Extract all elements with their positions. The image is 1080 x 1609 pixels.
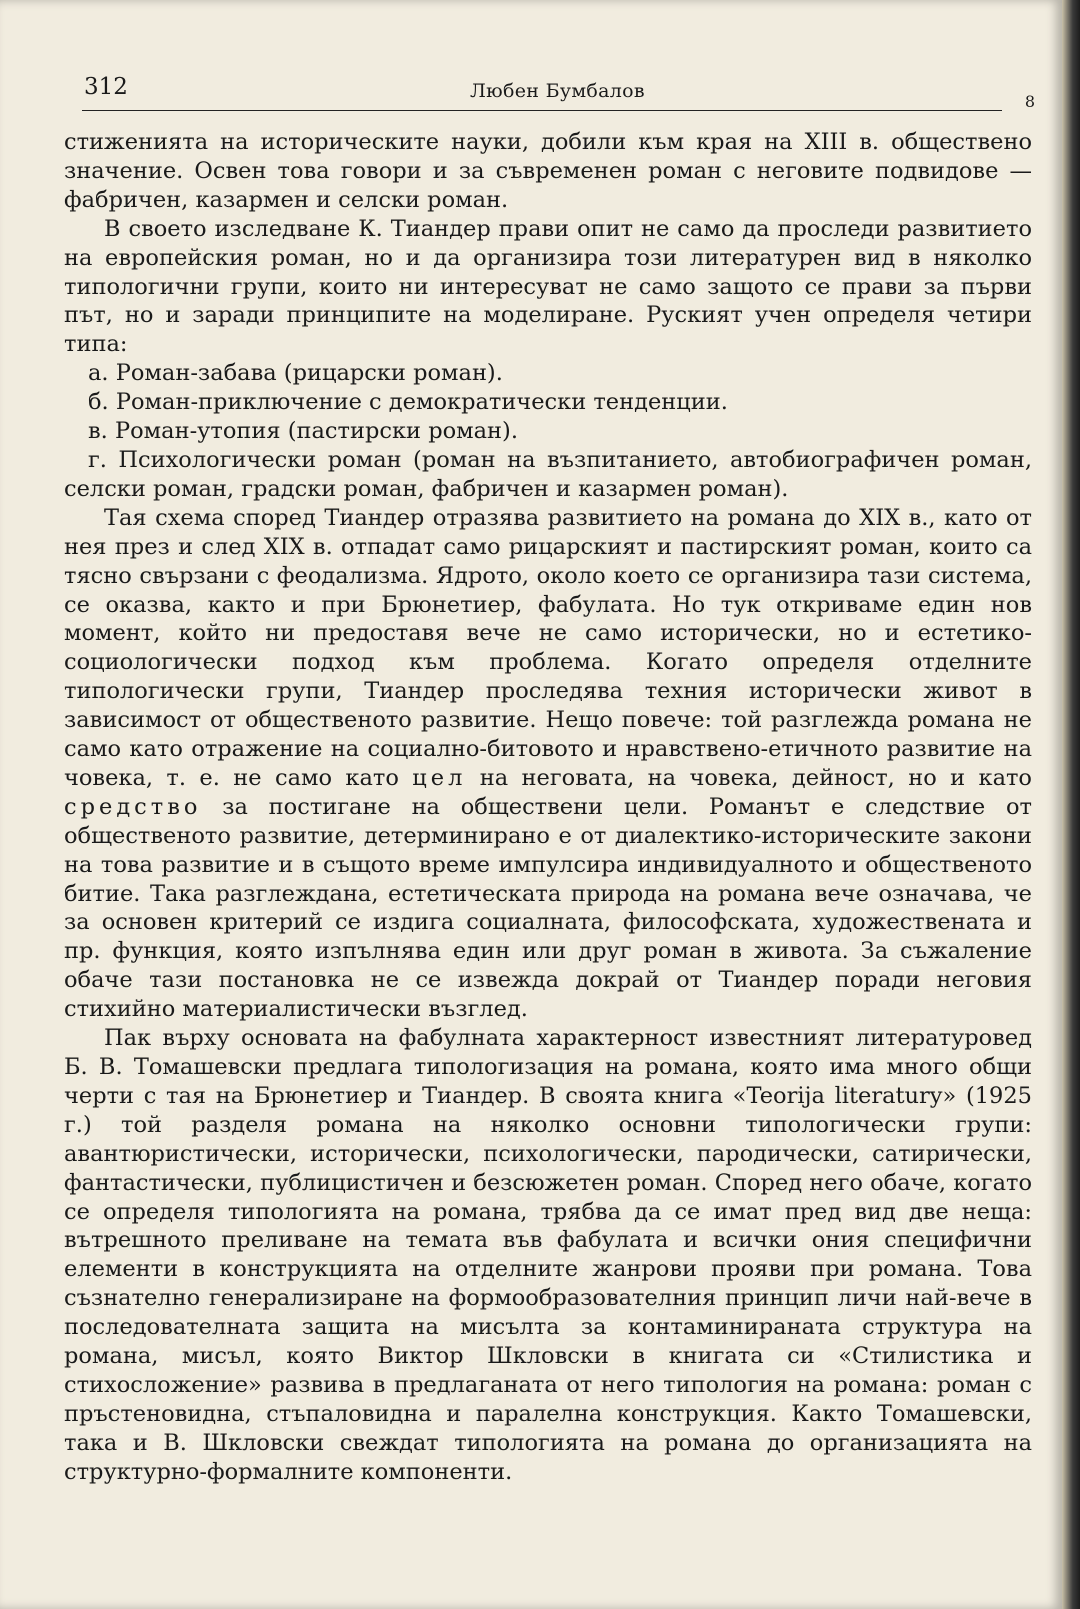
list-item-b: б. Роман-приключение с демократически тенденции. bbox=[88, 389, 728, 416]
paragraph-1: стиженията на историческите науки, добили към края на XIII в. обществено значение. Освен това говори и за съвременен роман с неговите подвидове — фабричен, казармен и селски роман. bbox=[64, 129, 1032, 213]
emphasis-sredstvo: средство bbox=[64, 793, 202, 820]
list-item-a: а. Роман-забава (рицарски роман). bbox=[88, 360, 503, 387]
page-number: 312 bbox=[84, 74, 128, 100]
paragraph-2: В своето изследване К. Тиандер прави опит не само да проследи развитието на европейския роман, но и да организира този литературен вид в няколко типологични групи, които ни интересуват не само защото се прави за първи път, но и заради принципите на моделиране. Руският учен определя четири типа: bbox=[64, 215, 1032, 358]
body-text bbox=[64, 128, 1032, 1487]
paragraph-3-part-b: на неговата, на човека, дейност, но и като bbox=[479, 764, 1032, 791]
list-item-d: г. Психологически роман (роман на възпитанието, автобиографичен роман, селски роман, градски роман, фабричен и казармен роман). bbox=[64, 446, 1032, 502]
paragraph-4: Пак върху основата на фабулната характерност известният литературовед Б. В. Томашевски предлага типологизация на романа, която има много общи черти с тая на Брюнетиер и Тиандер. В своята книга «Teorija literatury» (1925 г.) той разделя романа на няколко основни типологически групи: авантюристически, исторически, психологически, пародически, сатирически, фантастически, публицистичен и безсюжетен роман. Според него обаче, когато се определя типологията на романа, трябва да се имат пред вид две неща: вътрешното преливане на темата във фабулата и всички ония специфични елементи в конструкцията на отделните жанрови прояви при романа. Това съзнателно генерализиране на формообразователния принцип личи най-вече в последователната защита на мисълта за контаминираната структура на романа, мисъл, която Виктор Шкловски в книгата си «Стилистика и стихосложение» развива в предлаганата от него типология на романа: роман с пръстеновидна, стъпаловидна и паралелна конструкция. Както Томашевски, така и В. Шкловски свеждат типологията на романа до организацията на структурно-формалните компоненти. bbox=[64, 1025, 1032, 1485]
page-edge-shadow bbox=[1062, 0, 1080, 1609]
emphasis-cel: цел bbox=[412, 764, 467, 791]
list-item-c: в. Роман-утопия (пастирски роман). bbox=[88, 418, 518, 445]
running-head: Любен Бумбалов bbox=[470, 80, 645, 102]
signature-mark: 8 bbox=[1024, 92, 1035, 111]
page-header bbox=[70, 66, 1035, 114]
paragraph-3-part-c: за постигане на обществени цели. Романът е следствие от общественото развитие, детерминирано е от диалектико-историческите закони на това развитие и в същото време импулсира индивидуалното и общественото битие. Така разглеждана, естетическата природа на романа вече означава, че за основен критерий се издига социалната, философската, художествената и пр. функция, която изпълнява един или друг роман в живота. За съжаление обаче тази постановка не се извежда докрай от Тиандер поради неговия стихийно материалистически възглед. bbox=[64, 793, 1032, 1023]
paragraph-3-part-a: Тая схема според Тиандер отразява развитието на романа до XIX в., като от нея през и след XIX в. отпадат само рицарският и пастирският роман, които са тясно свързани с феодализма. Ядрото, около което се организира тази система, се оказва, както и при Брюнетиер, фабулата. Но тук откриваме един нов момент, който ни предоставя вече не само исторически, но и естетико-социологически подход към проблема. Когато определя отделните типологически групи, Тиандер проследява техния исторически живот в зависимост от общественото развитие. Нещо повече: той разглежда романа не само като отражение на социално-битовото и нравствено-етичното развитие на човека, т. е. не само като bbox=[64, 504, 1032, 791]
header-rule bbox=[82, 110, 1002, 111]
paragraph-3 bbox=[64, 504, 1032, 1024]
